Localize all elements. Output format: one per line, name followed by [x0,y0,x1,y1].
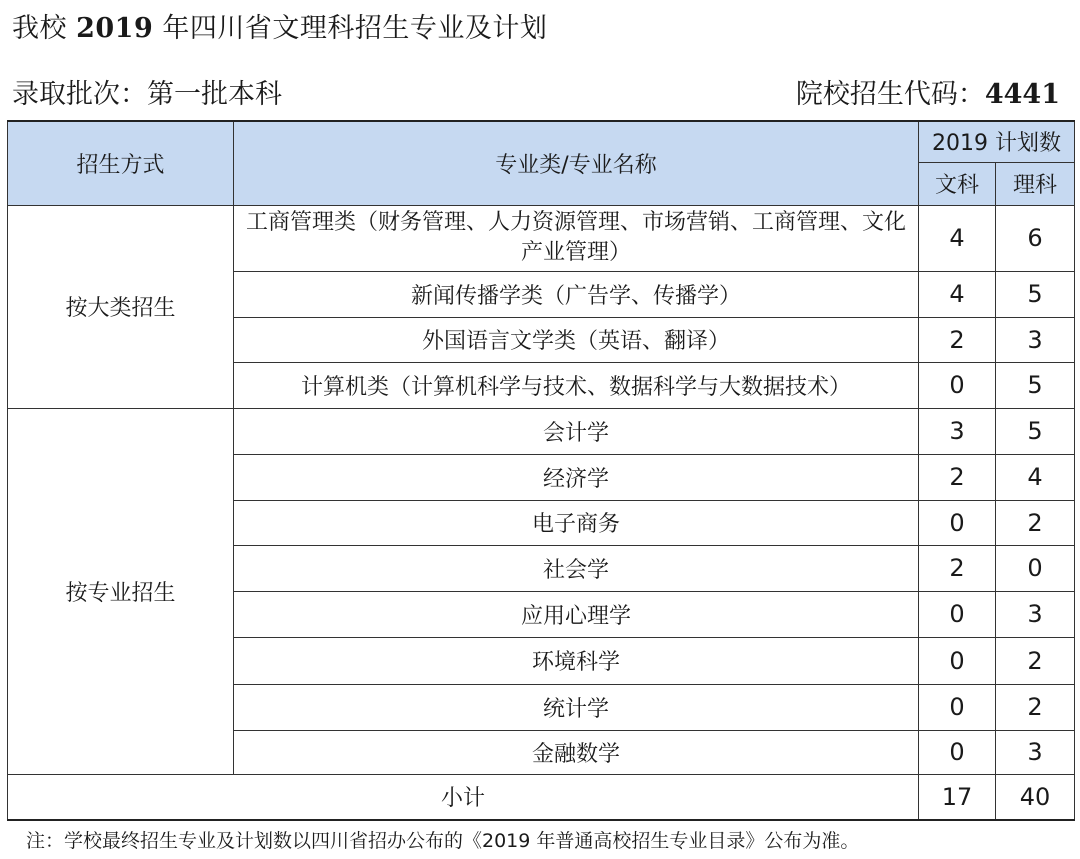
enrollment-plan-table [7,120,1075,821]
major-cell: 工商管理类（财务管理、人力资源管理、市场营销、工商管理、文化产业管理） [234,205,919,271]
science-count: 2 [996,500,1075,545]
science-count: 2 [996,637,1075,684]
header-major: 专业类/专业名称 [234,121,919,205]
major-cell: 新闻传播学类（广告学、传播学） [234,271,919,317]
science-count: 5 [996,362,1075,408]
arts-count: 0 [919,362,996,408]
arts-count: 0 [919,684,996,730]
science-count: 3 [996,591,1075,637]
science-count: 5 [996,271,1075,317]
school-code-label: 院校招生代码： [795,79,985,110]
arts-count: 3 [919,408,996,454]
major-cell: 环境科学 [234,637,919,684]
major-cell: 经济学 [234,454,919,500]
major-cell: 外国语言文学类（英语、翻译） [234,317,919,362]
subtotal-row [8,774,1075,820]
major-cell: 金融数学 [234,730,919,774]
arts-count: 4 [919,271,996,317]
major-cell: 会计学 [234,408,919,454]
arts-count: 4 [919,205,996,271]
header-method: 招生方式 [8,121,234,205]
science-count: 4 [996,454,1075,500]
major-cell: 统计学 [234,684,919,730]
major-cell: 应用心理学 [234,591,919,637]
arts-count: 0 [919,591,996,637]
footnote: 注：学校最终招生专业及计划数以四川省招办公布的《2019 年普通高校招生专业目录》公布为准。 [26,830,860,852]
science-count: 0 [996,545,1075,591]
arts-count: 2 [919,454,996,500]
subtotal-label: 小计 [8,774,919,820]
science-count: 2 [996,684,1075,730]
table-row [8,205,1075,271]
school-code [796,72,1060,111]
arts-count: 2 [919,317,996,362]
arts-count: 0 [919,637,996,684]
admission-batch: 录取批次：第一批本科 [12,79,282,110]
science-count: 3 [996,730,1075,774]
header-science: 理科 [996,162,1075,205]
method-cell: 按专业招生 [8,408,234,774]
major-cell: 电子商务 [234,500,919,545]
school-code-value: 4441 [984,79,1060,110]
header-plan: 2019 计划数 [919,121,1075,162]
subtotal-arts: 17 [919,774,996,820]
arts-count: 2 [919,545,996,591]
science-count: 6 [996,205,1075,271]
method-cell: 按大类招生 [8,205,234,408]
header-arts: 文科 [919,162,996,205]
major-cell: 计算机类（计算机科学与技术、数据科学与大数据技术） [234,362,919,408]
arts-count: 0 [919,730,996,774]
major-cell: 社会学 [234,545,919,591]
arts-count: 0 [919,500,996,545]
science-count: 5 [996,408,1075,454]
page-title: 我校 2019 年四川省文理科招生专业及计划 [12,13,548,44]
science-count: 3 [996,317,1075,362]
table-row [8,408,1075,454]
subtotal-science: 40 [996,774,1075,820]
